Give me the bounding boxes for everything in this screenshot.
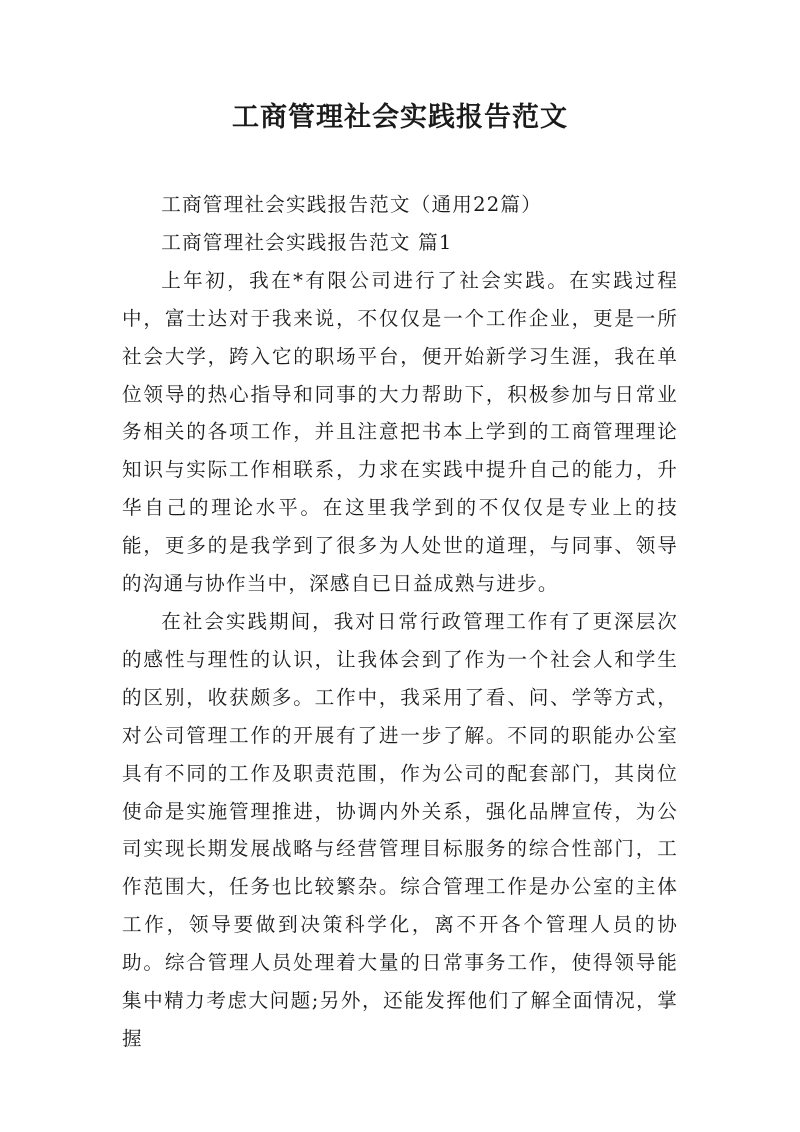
- document-body: [122, 186, 678, 1058]
- section-heading: 工商管理社会实践报告范文 篇1: [161, 230, 453, 254]
- document-title: 工商管理社会实践报告范文: [232, 102, 568, 133]
- document-subtitle: 工商管理社会实践报告范文（通用22篇）: [161, 193, 543, 216]
- body-paragraph-2: 在社会实践期间，我对日常行政管理工作有了更深层次的感性与理性的认识，让我体会到了作为一个社会人和学生的区别，收获颇多。工作中，我采用了看、问、学等方式，对公司管理工作的开展有了进一步了解。不同的职能办公室具有不同的工作及职责范围，作为公司的配套部门，其岗位使命是实施管理推进，协调内外关系，强化品牌宣传，为公司实现长期发展战略与经营管理目标服务的综合性部门，工作范围大，任务也比较繁杂。综合管理工作是办公室的主体工作，领导要做到决策科学化，离不开各个管理人员的协助。综合管理人员处理着大量的日常事务工作，使得领导能集中精力考虑大问题;另外，还能发挥他们了解全面情况，掌握: [122, 609, 678, 1050]
- body-paragraph-1: 上年初，我在*有限公司进行了社会实践。在实践过程中，富士达对于我来说，不仅仅是一个工作企业，更是一所社会大学，跨入它的职场平台，便开始新学习生涯，我在单位领导的热心指导和同事的大力帮助下，积极参加与日常业务相关的各项工作，并且注意把书本上学到的工商管理理论知识与实际工作相联系，力求在实践中提升自己的能力，升华自己的理论水平。在这里我学到的不仅仅是专业上的技能，更多的是我学到了很多为人处世的道理，与同事、领导的沟通与协作当中，深感自已日益成熟与进步。: [122, 268, 678, 596]
